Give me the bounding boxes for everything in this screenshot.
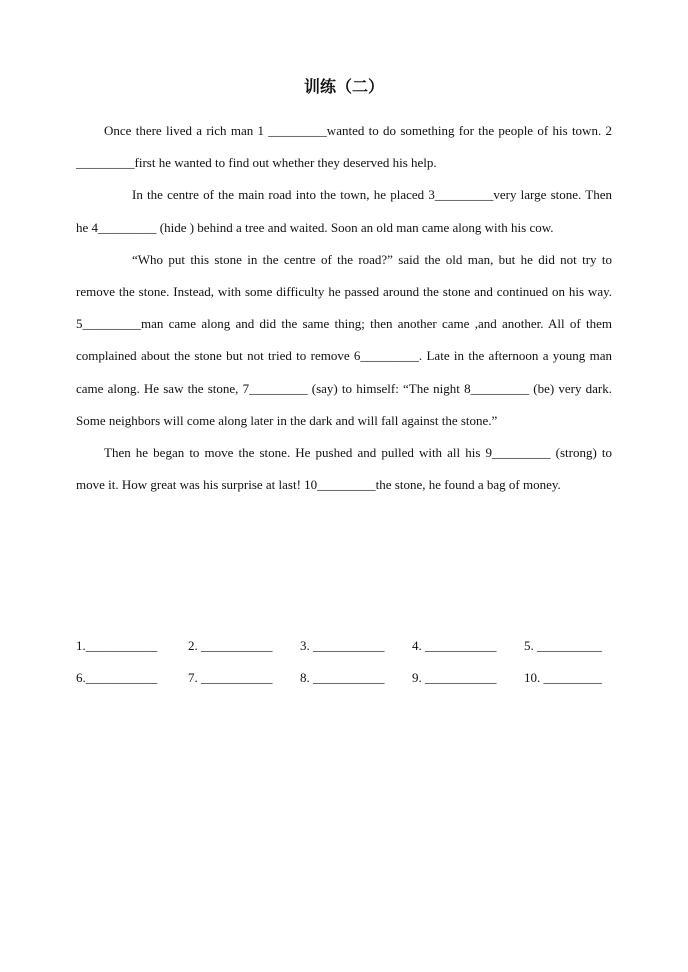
answer-blank-2: 2. ___________: [188, 638, 273, 653]
answer-blank-4: 4. ___________: [412, 638, 497, 653]
answer-blank-7: 7. ___________: [188, 670, 273, 685]
paragraph-1: Once there lived a rich man 1 _________wanted to do something for the people of his town. 2 _________first he wanted to find out whether they deserved his help.: [76, 123, 612, 171]
answer-blank-3: 3. ___________: [300, 638, 385, 653]
page-title: 训练（二）: [303, 77, 384, 96]
paragraph-2: In the centre of the main road into the town, he placed 3_________very large stone. Then he 4_________ (hide ) behind a tree and waited. Soon an old man came along with his cow.: [76, 187, 612, 235]
answer-row-2: [76, 662, 636, 694]
answer-blank-8: 8. ___________: [300, 670, 385, 685]
answer-blank-5: 5. __________: [524, 638, 602, 653]
paragraph-3: “Who put this stone in the centre of the road?” said the old man, but he did not try to remove the stone. Instead, with some difficulty he passed around the stone and continued on his way. 5_________man came along and did the same thing; then another came ,and another. All of them complained about the stone but not tried to remove 6_________. Late in the afternoon a young man came along. He saw the stone, 7_________ (say) to himself: “The night 8_________ (be) very dark. Some neighbors will come along later in the dark and will fall against the stone.”: [76, 251, 612, 428]
answer-blank-1: 1.___________: [76, 638, 158, 653]
answer-blanks: [76, 630, 636, 694]
passage: [76, 115, 612, 501]
answer-blank-9: 9. ___________: [412, 670, 497, 685]
paragraph-4: Then he began to move the stone. He pushed and pulled with all his 9_________ (strong) to move it. How great was his surprise at last! 10_________the stone, he found a bag of money.: [76, 445, 612, 493]
answer-blank-6: 6.___________: [76, 670, 158, 685]
answer-blank-10: 10. _________: [524, 670, 602, 685]
answer-row-1: [76, 630, 636, 662]
